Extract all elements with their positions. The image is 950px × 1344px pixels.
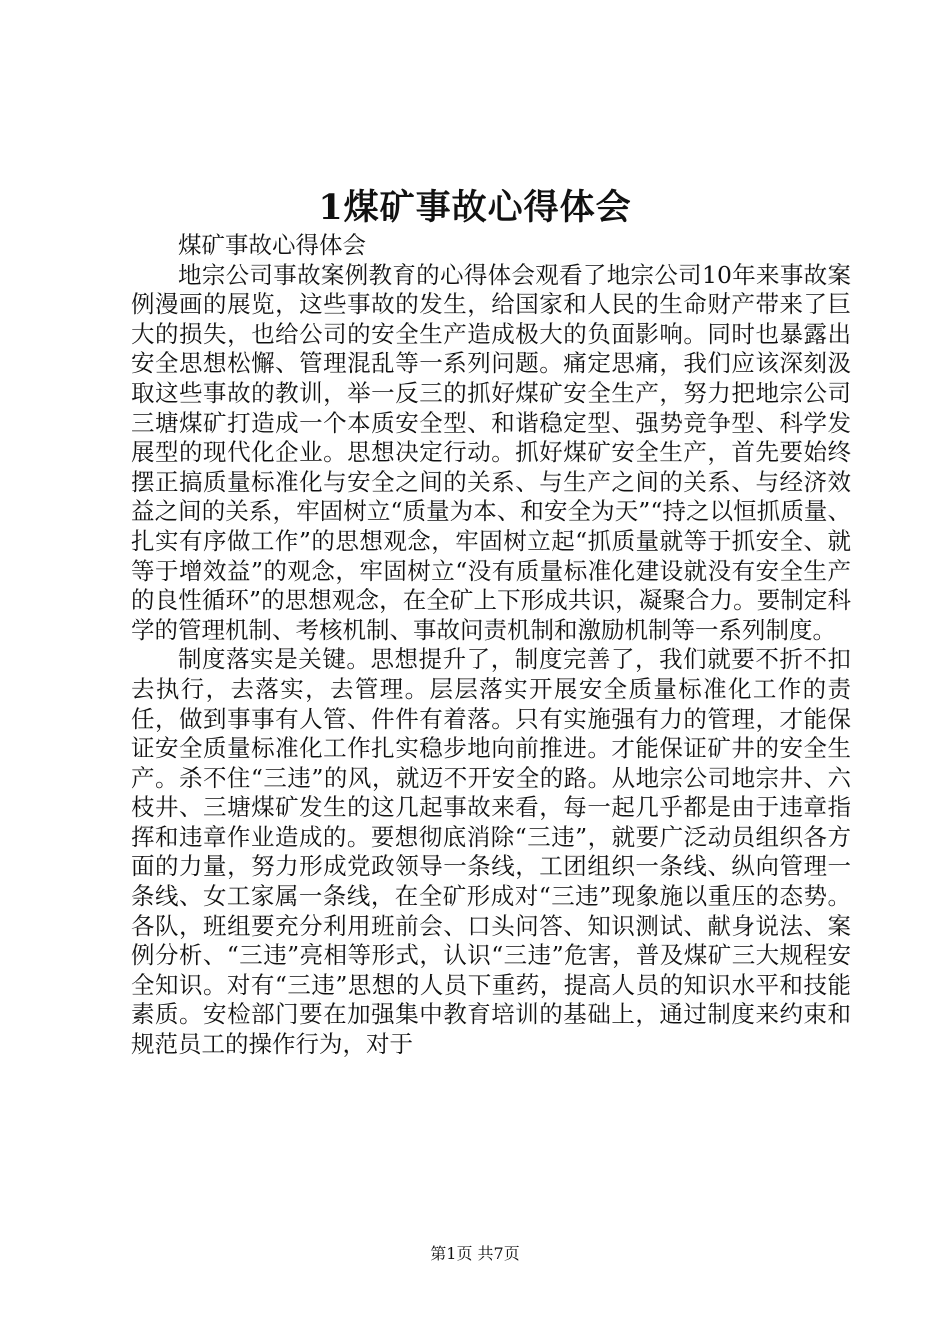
subtitle-paragraph: 煤矿事故心得体会 xyxy=(178,231,366,259)
body-paragraph: 地宗公司事故案例教育的心得体会观看了地宗公司10年来事故案例漫画的展览，这些事故的发生，给国家和人民的生命财产带来了巨大的损失，也给公司的安全生产造成极大的负面影响。同时也暴露出安全思想松懈、管理混乱等一系列问题。痛定思痛，我们应该深刻汲取这些事故的教训，举一反三的抓好煤矿安全生产，努力把地宗公司三塘煤矿打造成一个本质安全型、和谐稳定型、强势竞争型、科学发展型的现代化企业。思想决定行动。抓好煤矿安全生产，首先要始终摆正搞质量标准化与安全之间的关系、与生产之间的关系、与经济效益之间的关系，牢固树立“质量为本、和安全为天”“持之以恒抓质量、扎实有序做工作”的思想观念，牢固树立起“抓质量就等于抓安全、就等于增效益”的观念，牢固树立“没有质量标准化建设就没有安全生产的良性循环”的思想观念，在全矿上下形成共识，凝聚合力。要制定科学的管理机制、考核机制、事故问责机制和激励机制等一系列制度。 xyxy=(131,260,851,644)
page-number-footer: 第1页 共7页 xyxy=(430,1244,520,1263)
document-body xyxy=(131,231,851,1060)
page-title: 1煤矿事故心得体会 xyxy=(318,187,632,228)
body-paragraph: 制度落实是关键。思想提升了，制度完善了，我们就要不折不扣去执行，去落实，去管理。层层落实开展安全质量标准化工作的责任，做到事事有人管、件件有着落。只有实施强有力的管理，才能保证安全质量标准化工作扎实稳步地向前推进。才能保证矿井的安全生产。杀不住“三违”的风，就迈不开安全的路。从地宗公司地宗井、六枝井、三塘煤矿发生的这几起事故来看，每一起几乎都是由于违章指挥和违章作业造成的。要想彻底消除“三违”，就要广泛动员组织各方面的力量，努力形成党政领导一条线，工团组织一条线、纵向管理一条线、女工家属一条线，在全矿形成对“三违”现象施以重压的态势。各队，班组要充分利用班前会、口头问答、知识测试、献身说法、案例分析、“三违”亮相等形式，认识“三违”危害，普及煤矿三大规程安全知识。对有“三违”思想的人员下重药，提高人员的知识水平和技能素质。安检部门要在加强集中教育培训的基础上，通过制度来约束和规范员工的操作行为，对于 xyxy=(131,645,851,1059)
